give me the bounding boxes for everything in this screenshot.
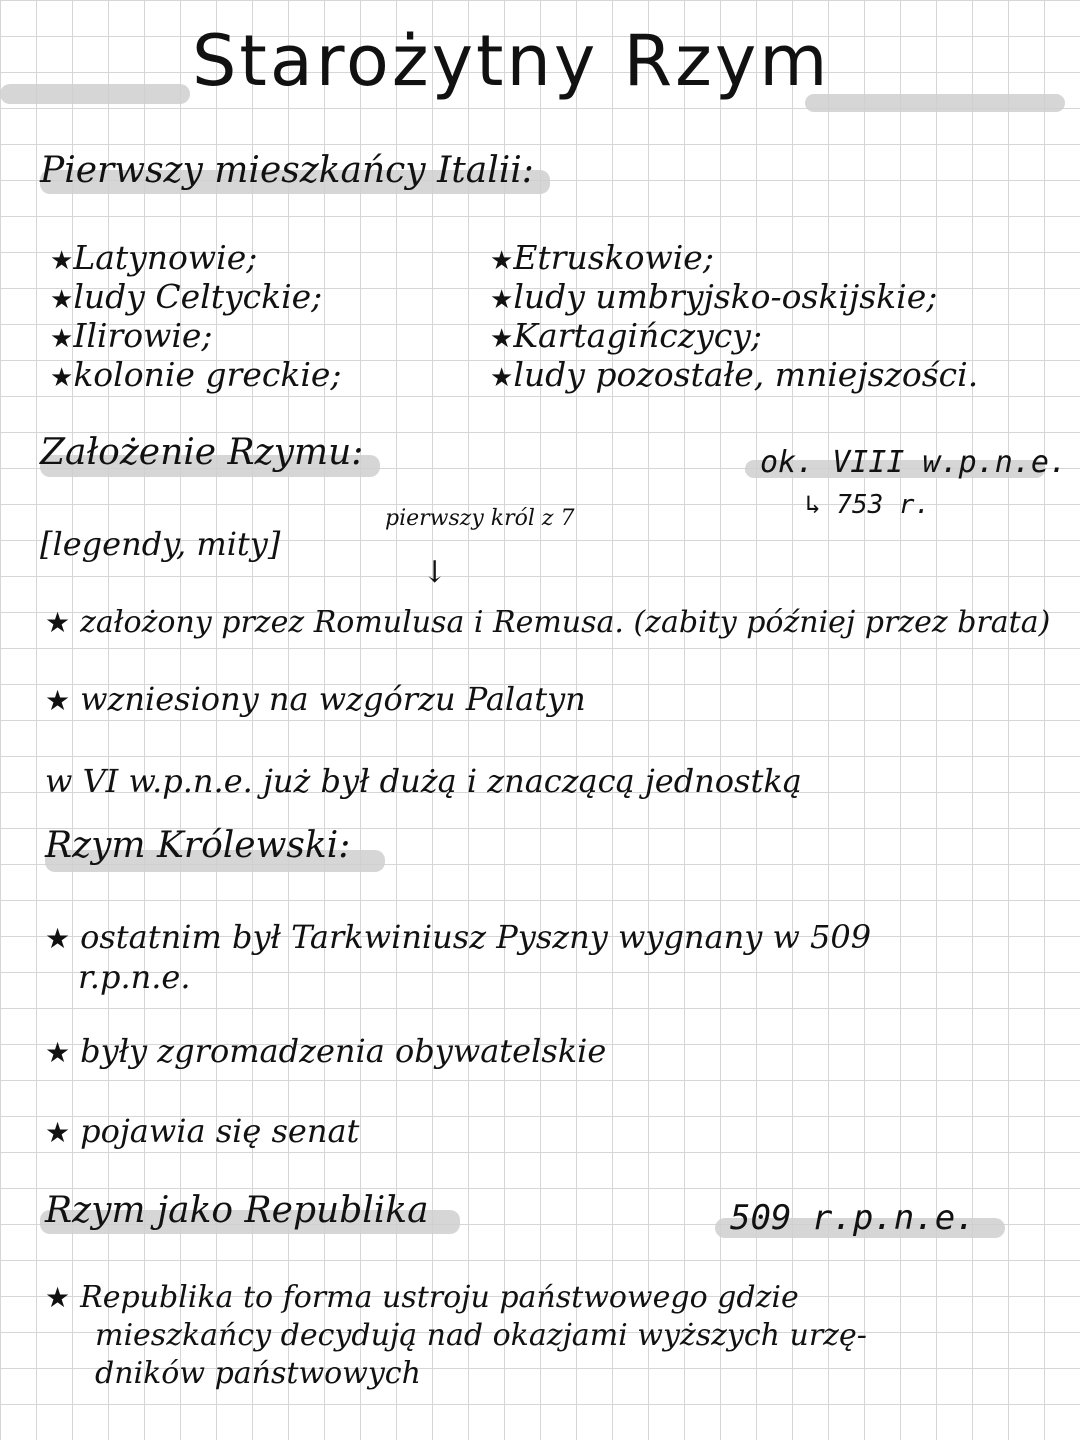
list-item: ★ ludy pozostałe, mniejszości. xyxy=(490,357,978,396)
list-item-text: wzniesiony na wzgórzu Palatyn xyxy=(80,680,586,718)
founding-year: ↳ 753 r. xyxy=(805,490,931,520)
section-heading-founding: Założenie Rzymu: xyxy=(40,432,364,473)
list-item xyxy=(45,1280,799,1315)
section-heading-royal: Rzym Królewski: xyxy=(45,825,351,866)
vi-century-note: w VI w.p.n.e. już był dużą i znaczącą jednostką xyxy=(45,762,802,800)
republic-date: 509 r.p.n.e. xyxy=(730,1198,976,1238)
list-item xyxy=(45,1032,606,1070)
list-item-continuation: r.p.n.e. xyxy=(78,958,191,996)
section-heading-inhabitants: Pierwszy mieszkańcy Italii: xyxy=(40,150,534,191)
star-icon: ★ xyxy=(45,606,71,639)
star-icon: ★ xyxy=(45,1281,71,1314)
list-item xyxy=(45,918,871,956)
list-item: ★ ludy umbryjsko-oskijskie; xyxy=(490,279,978,318)
list-item: ★ kolonie greckie; xyxy=(50,357,342,396)
list-item: ★ Latynowie; xyxy=(50,240,342,279)
arrow-down-icon: ↓ xyxy=(422,555,448,590)
star-icon: ★ xyxy=(45,1036,71,1069)
title-highlight-right xyxy=(805,94,1065,112)
list-item xyxy=(45,1112,359,1150)
title-highlight-left xyxy=(0,84,190,104)
inhabitants-left-list xyxy=(50,240,342,396)
list-item xyxy=(45,680,586,718)
star-icon: ★ xyxy=(45,1116,71,1149)
star-icon: ★ xyxy=(45,684,71,717)
list-item-continuation: mieszkańcy decydują nad okazjami wyższych urzę- xyxy=(95,1318,867,1353)
list-item xyxy=(45,605,1050,640)
page-title: Starożytny Rzym xyxy=(192,20,831,102)
list-item: ★ ludy Celtyckie; xyxy=(50,279,342,318)
list-item-text: Republika to forma ustroju państwowego gdzie xyxy=(80,1280,799,1315)
list-item: ★ Ilirowie; xyxy=(50,318,342,357)
list-item: ★ Kartagińczycy; xyxy=(490,318,978,357)
list-item-text: pojawia się senat xyxy=(80,1112,360,1150)
list-item-continuation: dników państwowych xyxy=(95,1356,421,1391)
legend-note: [legendy, mity] xyxy=(40,525,281,563)
section-heading-republic: Rzym jako Republika xyxy=(45,1190,429,1231)
list-item: ★ Etruskowie; xyxy=(490,240,978,279)
list-item-text: ostatnim był Tarkwiniusz Pyszny wygnany w 509 xyxy=(80,918,872,956)
first-king-note: pierwszy król z 7 xyxy=(385,506,575,531)
list-item-text: były zgromadzenia obywatelskie xyxy=(80,1032,607,1070)
list-item-text: założony przez Romulusa i Remusa. (zabity później przez brata) xyxy=(80,605,1051,640)
founding-date: ok. VIII w.p.n.e. xyxy=(760,445,1068,480)
inhabitants-right-list xyxy=(490,240,978,396)
star-icon: ★ xyxy=(45,922,71,955)
